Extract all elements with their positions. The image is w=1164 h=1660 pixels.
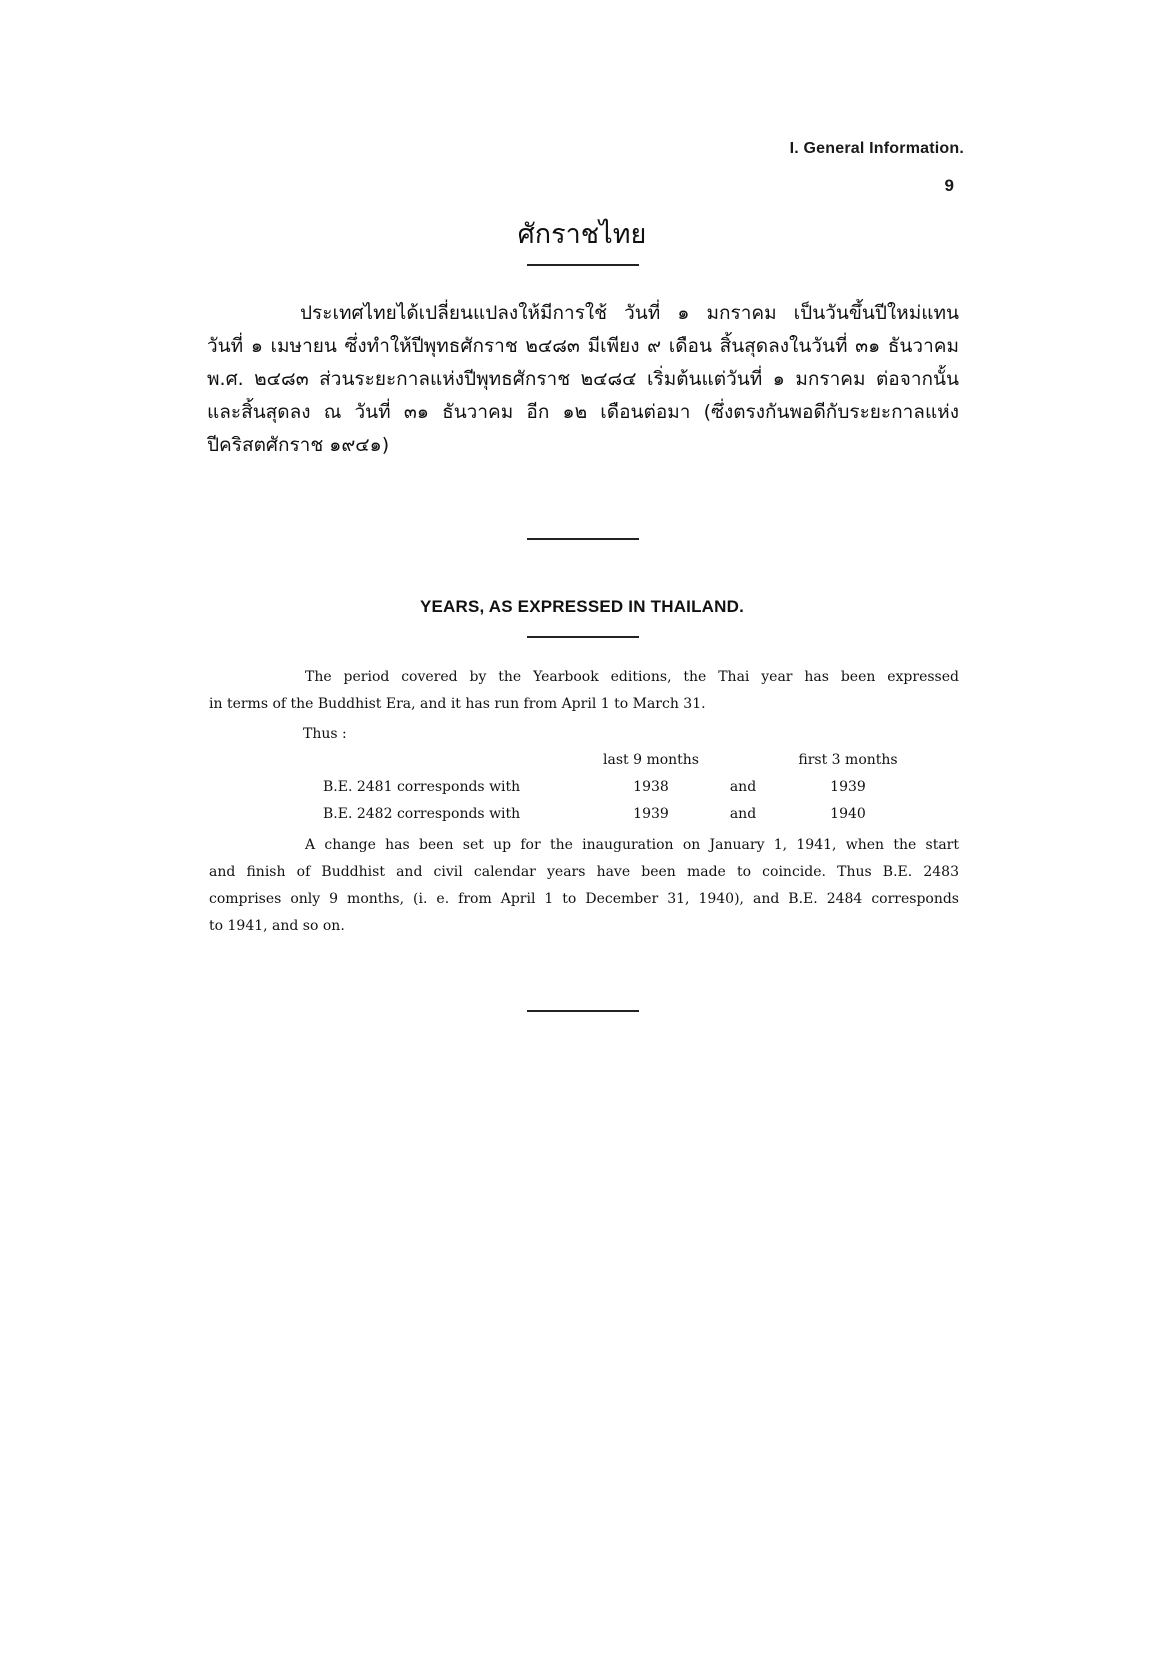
title-underline bbox=[527, 636, 639, 638]
thai-line: วันที่ ๑ เมษายน ซึ่งทำให้ปีพุทธศักราช ๒๔๘๓ มีเพียง ๙ เดือน สิ้นสุดลงในวันที่ ๓๑ ธันวาคม bbox=[207, 335, 959, 357]
thai-line: พ.ศ. ๒๔๘๓ ส่วนระยะกาลแห่งปีพุทธศักราช ๒๔๘๔ เริ่มต้นแต่วันที่ ๑ มกราคม ต่อจากนั้น bbox=[207, 368, 959, 390]
paragraph-line: in terms of the Buddhist Era, and it has run from April 1 to March 31. bbox=[209, 696, 706, 712]
running-head: I. General Information. bbox=[789, 140, 964, 157]
thai-section-title: ศักราชไทย bbox=[517, 219, 647, 250]
change-paragraph bbox=[209, 832, 959, 940]
english-section-title: YEARS, AS EXPRESSED IN THAILAND. bbox=[419, 597, 745, 616]
column-header-last-9-months: last 9 months bbox=[603, 752, 699, 768]
section-divider bbox=[527, 538, 639, 540]
table-row-label: B.E. 2481 corresponds with bbox=[323, 779, 521, 795]
paragraph-line: to 1941, and so on. bbox=[209, 918, 345, 934]
page-number: 9 bbox=[944, 176, 954, 195]
section-divider bbox=[527, 1010, 639, 1012]
table-cell-last: 1939 bbox=[633, 806, 669, 822]
paragraph-line: The period covered by the Yearbook editions, the Thai year has been expressed bbox=[305, 669, 959, 685]
thus-label: Thus : bbox=[303, 726, 347, 742]
paragraph-line: A change has been set up for the inauguration on January 1, 1941, when the start bbox=[305, 837, 959, 853]
table-cell-and: and bbox=[729, 806, 757, 822]
thai-paragraph bbox=[207, 297, 959, 462]
paragraph-line: comprises only 9 months, (i. e. from April 1 to December 31, 1940), and B.E. 2484 corresponds bbox=[209, 891, 959, 907]
thai-line: ปีคริสตศักราช ๑๙๔๑) bbox=[207, 434, 390, 456]
table-cell-first: 1939 bbox=[830, 779, 866, 795]
thai-line: และสิ้นสุดลง ณ วันที่ ๓๑ ธันวาคม อีก ๑๒ เดือนต่อมา (ซึ่งตรงกันพอดีกับระยะกาลแห่ง bbox=[207, 401, 959, 423]
table-cell-last: 1938 bbox=[633, 779, 669, 795]
table-cell-and: and bbox=[729, 779, 757, 795]
paragraph-line: and finish of Buddhist and civil calendar years have been made to coincide. Thus B.E. 2483 bbox=[209, 864, 959, 880]
title-underline bbox=[527, 264, 639, 266]
thai-line: ประเทศไทยได้เปลี่ยนแปลงให้มีการใช้ วันที่ ๑ มกราคม เป็นวันขึ้นปีใหม่แทน bbox=[300, 302, 959, 324]
column-header-first-3-months: first 3 months bbox=[798, 752, 898, 768]
table-cell-first: 1940 bbox=[830, 806, 866, 822]
table-row-label: B.E. 2482 corresponds with bbox=[323, 806, 521, 822]
intro-paragraph bbox=[209, 664, 959, 718]
